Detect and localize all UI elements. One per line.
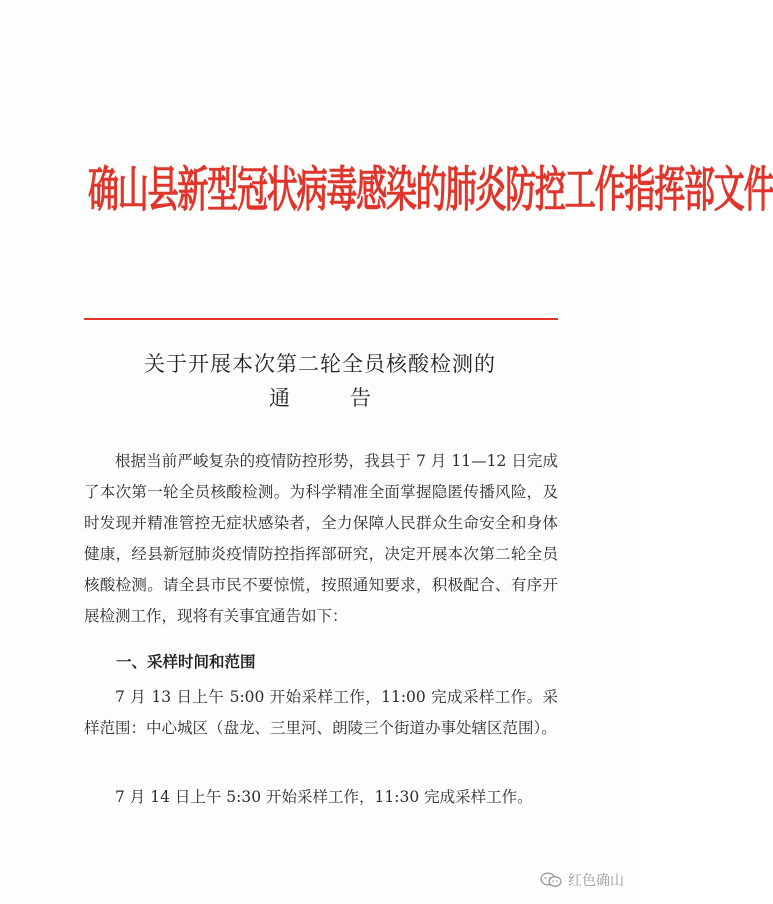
schedule-day2: 7 月 14 日上午 5:30 开始采样工作，11:30 完成采样工作。: [115, 788, 533, 806]
issuer-header: 确山县新型冠状病毒感染的肺炎防控工作指挥部文件: [88, 162, 773, 219]
wechat-watermark: [540, 870, 624, 890]
notice-title: 关于开展本次第二轮全员核酸检测的: [144, 352, 496, 376]
schedule-day1: 7 月 13 日上午 5:00 开始采样工作，11:00 完成采样工作。采样范围：中心城区（盘龙、三里河、朗陵三个街道办事处辖区范围）。: [84, 688, 558, 737]
schedule-day1-block: [84, 682, 558, 744]
header-divider: [84, 318, 558, 320]
intro-paragraph: 根据当前严峻复杂的疫情防控形势，我县于 7 月 11—12 日完成了本次第一轮全员核酸检测。为科学精准全面掌握隐匿传播风险，及时发现并精准管控无症状感染者，全力保障人民群众生命安全和身体健康，经县新冠肺炎疫情防控指挥部研究，决定开展本次第二轮全员核酸检测。请全县市民不要惊慌，按照通知要求，积极配合、有序开展检测工作，现将有关事宜通告如下：: [84, 452, 558, 625]
notice-subtitle: [80, 382, 560, 412]
schedule-day2-block: [84, 782, 558, 813]
watermark-account-name: 红色确山: [568, 873, 624, 889]
notice-subtitle-part2: 告: [350, 386, 371, 410]
wechat-icon: [540, 872, 562, 888]
intro-paragraph-block: [84, 446, 558, 632]
notice-subtitle-part1: 通: [269, 386, 290, 410]
section-heading: 一、采样时间和范围: [116, 653, 256, 671]
